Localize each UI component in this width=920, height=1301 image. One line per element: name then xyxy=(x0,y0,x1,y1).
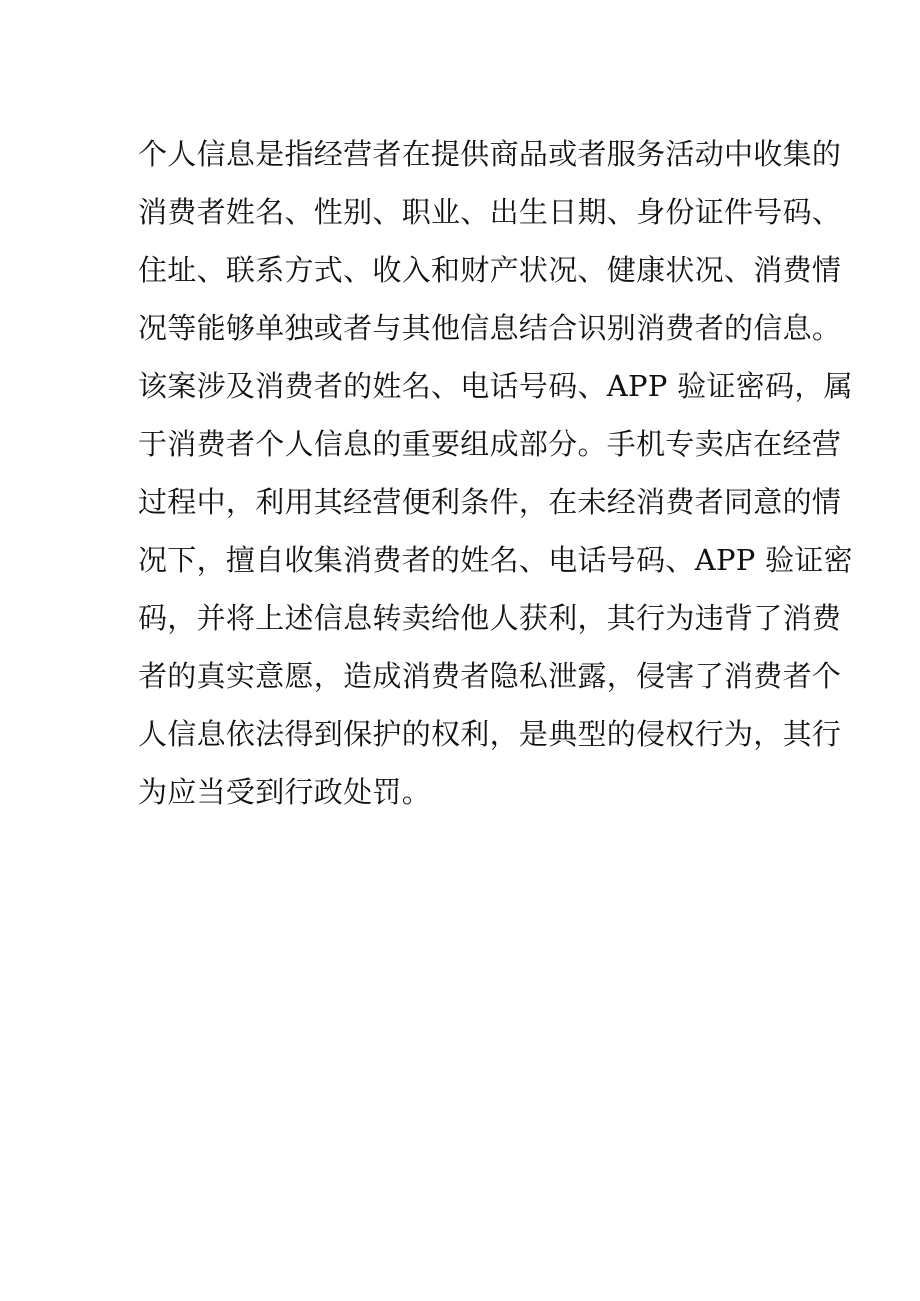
paragraph-line-10: 者的真实意愿，造成消费者隐私泄露，侵害了消费者个 xyxy=(138,659,842,693)
paragraph-line-9: 码，并将上述信息转卖给他人获利，其行为违背了消费 xyxy=(138,601,842,635)
paragraph-line-4: 况等能够单独或者与其他信息结合识别消费者的信息。 xyxy=(138,311,842,345)
paragraph-line-6: 于消费者个人信息的重要组成部分。手机专卖店在经营 xyxy=(138,427,842,461)
paragraph-line-12: 为应当受到行政处罚。 xyxy=(138,775,432,809)
body-paragraph xyxy=(138,125,853,821)
paragraph-line-2: 消费者姓名、性别、职业、出生日期、身份证件号码、 xyxy=(138,195,842,229)
paragraph-line-1: 个人信息是指经营者在提供商品或者服务活动中收集的 xyxy=(138,137,842,171)
paragraph-line-7: 过程中，利用其经营便利条件，在未经消费者同意的情 xyxy=(138,485,842,519)
paragraph-line-3: 住址、联系方式、收入和财产状况、健康状况、消费情 xyxy=(138,253,842,287)
paragraph-line-11: 人信息依法得到保护的权利，是典型的侵权行为，其行 xyxy=(138,717,842,751)
paragraph-line-5: 该案涉及消费者的姓名、电话号码、APP 验证密码，属 xyxy=(138,369,853,403)
paragraph-line-8: 况下，擅自收集消费者的姓名、电话号码、APP 验证密 xyxy=(138,543,853,577)
